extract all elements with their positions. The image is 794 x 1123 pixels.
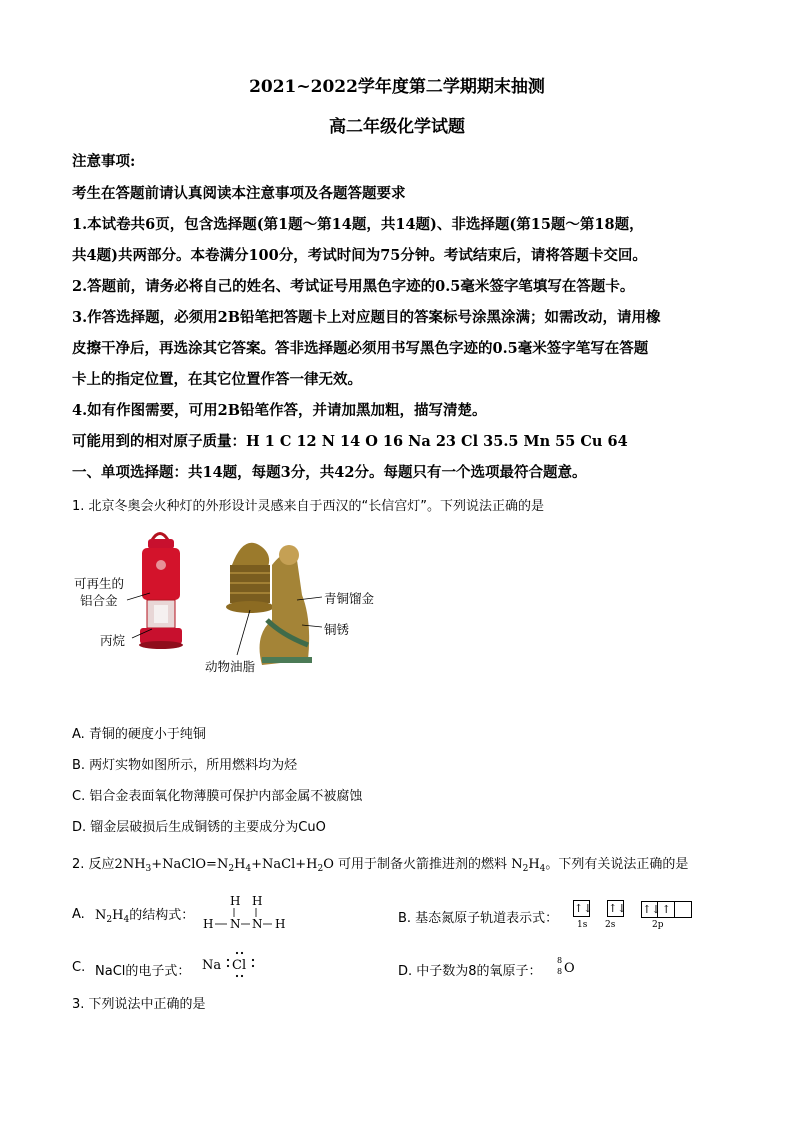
- q1-option-c: C. 铝合金表面氧化物薄膜可保护内部金属不被腐蚀: [72, 789, 363, 804]
- nacl-electron-dot-formula: [200, 948, 265, 978]
- notice-line-1b: 共4题)共两部分。本卷满分100分，考试时间为75分钟。考试结束后，请将答题卡交回。: [72, 247, 647, 264]
- orbital-2s-box: ↑↓: [608, 902, 627, 915]
- orbital-label-2s: 2s: [605, 920, 616, 930]
- svg-text:H: H: [230, 894, 241, 908]
- q2-stem-prefix: 2. 反应: [72, 857, 115, 872]
- notice-line-3c: 卡上的指定位置，在其它位置作答一律无效。: [72, 371, 362, 388]
- notice-heading: 注意事项:: [72, 153, 136, 170]
- svg-text:Cl: Cl: [232, 958, 247, 973]
- notice-line-1a: 1.本试卷共6页，包含选择题(第1题～第14题，共14题)、非选择题(第15题～第18题，: [72, 216, 644, 233]
- orbital-label-1s: 1s: [577, 920, 588, 930]
- q2-option-d-label: D. 中子数为8的氧原子：: [398, 964, 542, 979]
- q2-option-c-label: C.: [72, 960, 86, 975]
- q2-option-c-text: NaCl的电子式：: [95, 964, 191, 979]
- q1-option-d: D. 镏金层破损后生成铜锈的主要成分为CuO: [72, 820, 326, 835]
- q2-option-b-label: B. 基态氮原子轨道表示式：: [398, 911, 559, 926]
- orbital-2p-box-1: ↑↓: [642, 903, 661, 916]
- svg-text:O: O: [564, 961, 575, 976]
- svg-text:Na: Na: [202, 958, 222, 973]
- q2-reaction-equation: $2NH_3+NaClO=N_2H_4+NaCl+H_2O$: [114, 857, 334, 874]
- question-3-stem: 3. 下列说法中正确的是: [72, 997, 206, 1012]
- label-verdigris: 铜锈: [324, 622, 350, 637]
- label-animal-fat: 动物油脂: [205, 659, 256, 674]
- changxin-palace-lamp-illustration: [226, 543, 312, 665]
- svg-text:8: 8: [557, 967, 563, 976]
- q1-option-a: A. 青铜的硬度小于纯铜: [72, 727, 206, 742]
- notice-line-3b: 皮擦干净后，再选涂其它答案。答非选择题必须用书写黑色字迹的0.5毫米签字笔写在答题: [72, 340, 649, 357]
- notice-line-4: 4.如有作图需要，可用2B铅笔作答，并请加黑加粗，描写清楚。: [72, 402, 487, 419]
- notice-line-3a: 3.作答选择题，必须用2B铅笔把答题卡上对应题目的答案标号涂黑涂满；如需改动，请用橡: [72, 309, 661, 326]
- orbital-2p-group: [641, 901, 692, 918]
- oxygen-isotope-symbol: [556, 953, 584, 981]
- svg-text:H: H: [275, 917, 286, 931]
- q2-stem-end: 。下列有关说法正确的是: [545, 857, 689, 872]
- orbital-label-2p: 2p: [652, 920, 664, 930]
- exam-title: 2021~2022学年度第二学期期末抽测: [249, 77, 545, 97]
- exam-subtitle: 高二年级化学试题: [329, 117, 465, 137]
- q2-option-a-text: $N_2H_4$的结构式：: [95, 908, 195, 925]
- label-propane: 丙烷: [100, 633, 126, 648]
- section-1-heading: 一、单项选择题：共14题，每题3分，共42分。每题只有一个选项最符合题意。: [72, 464, 587, 481]
- question-1-stem: 1. 北京冬奥会火种灯的外形设计灵感来自于西汉的“长信宫灯”。下列说法正确的是: [72, 499, 545, 514]
- q2-option-a-label: A.: [72, 907, 85, 922]
- svg-text:8: 8: [557, 956, 563, 965]
- hydrazine-structural-formula: [200, 894, 295, 934]
- svg-text:N: N: [230, 917, 241, 931]
- question-2-stem: [72, 853, 688, 874]
- nitrogen-orbital-diagram: [573, 898, 692, 918]
- label-aluminum-alloy: 铝合金: [80, 593, 118, 608]
- orbital-2p-box-2: ↑: [658, 901, 675, 918]
- notice-line-0: 考生在答题前请认真阅读本注意事项及各题答题要求: [72, 185, 406, 202]
- orbital-1s-box: ↑↓: [574, 902, 593, 915]
- svg-text:H: H: [252, 894, 263, 908]
- atomic-mass-line: 可能用到的相对原子质量：H 1 C 12 N 14 O 16 Na 23 Cl 35.5 Mn 55 Cu 64: [72, 433, 628, 450]
- notice-line-2: 2.答题前，请务必将自己的姓名、考试证号用黑色字迹的0.5毫米签字笔填写在答题卡。: [72, 278, 635, 295]
- label-gilt-bronze: 青铜馏金: [324, 591, 375, 606]
- q2-fuel-formula: $N_2H_4$: [511, 857, 546, 874]
- orbital-2p-box-3: [675, 901, 692, 918]
- q1-option-b: B. 两灯实物如图所示，所用燃料均为烃: [72, 758, 298, 773]
- label-renewable: 可再生的: [74, 576, 125, 591]
- q2-stem-suffix: 可用于制备火箭推进剂的燃料: [338, 857, 508, 872]
- svg-text:N: N: [252, 917, 263, 931]
- svg-text:H: H: [203, 917, 214, 931]
